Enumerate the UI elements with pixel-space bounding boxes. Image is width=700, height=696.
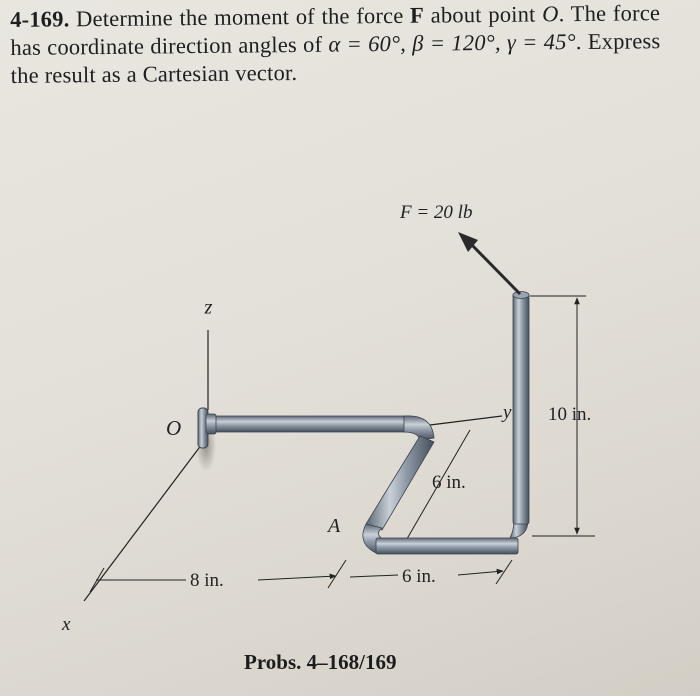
y-axis-label: y [503,402,512,423]
dim-x-line-right [258,576,336,580]
x-axis-label: x [62,614,71,635]
point-symbol: O [542,1,559,27]
y-axis [430,416,502,425]
dim-x-label: 8 in. [190,570,224,591]
force-arrow [470,243,520,294]
dim-diag-label: 6 in. [432,472,466,493]
point-a-label: A [328,515,341,537]
pipe-cap [513,292,529,299]
problem-text-d: . Express the result as a Cartesian vector. [10,28,661,88]
pipe-segment-top [212,416,410,432]
pipe-elbow-top [404,416,434,440]
dim-y-line-left [350,575,398,577]
figure-caption: Probs. 4–168/169 [244,650,397,674]
problem-text-b: about point [423,1,543,28]
dim-y-label: 6 in. [402,566,436,587]
dim-y-tick-right [496,560,512,584]
problem-number: 4-169. [10,6,70,32]
direction-angles: α = 60°, β = 120°, γ = 45° [328,29,576,57]
x-axis [84,440,205,601]
problem-text-a: Determine the moment of the force [75,2,411,32]
dim-height-label: 10 in. [548,404,592,425]
problem-text-c: . The force has coordinate direction angles of [10,0,661,60]
dim-x-tick-right [328,560,346,588]
z-axis-label: z [204,299,212,321]
pipe-segment-vertical [513,294,529,524]
origin-label: O [166,416,182,440]
force-symbol: F [409,2,425,28]
pipe-segment-diagonal [366,436,434,530]
pipe-segment-bottom [376,538,518,554]
flange-hub [206,414,216,434]
dim-y-line-right [458,571,503,575]
force-label: F = 20 lb [400,202,473,223]
